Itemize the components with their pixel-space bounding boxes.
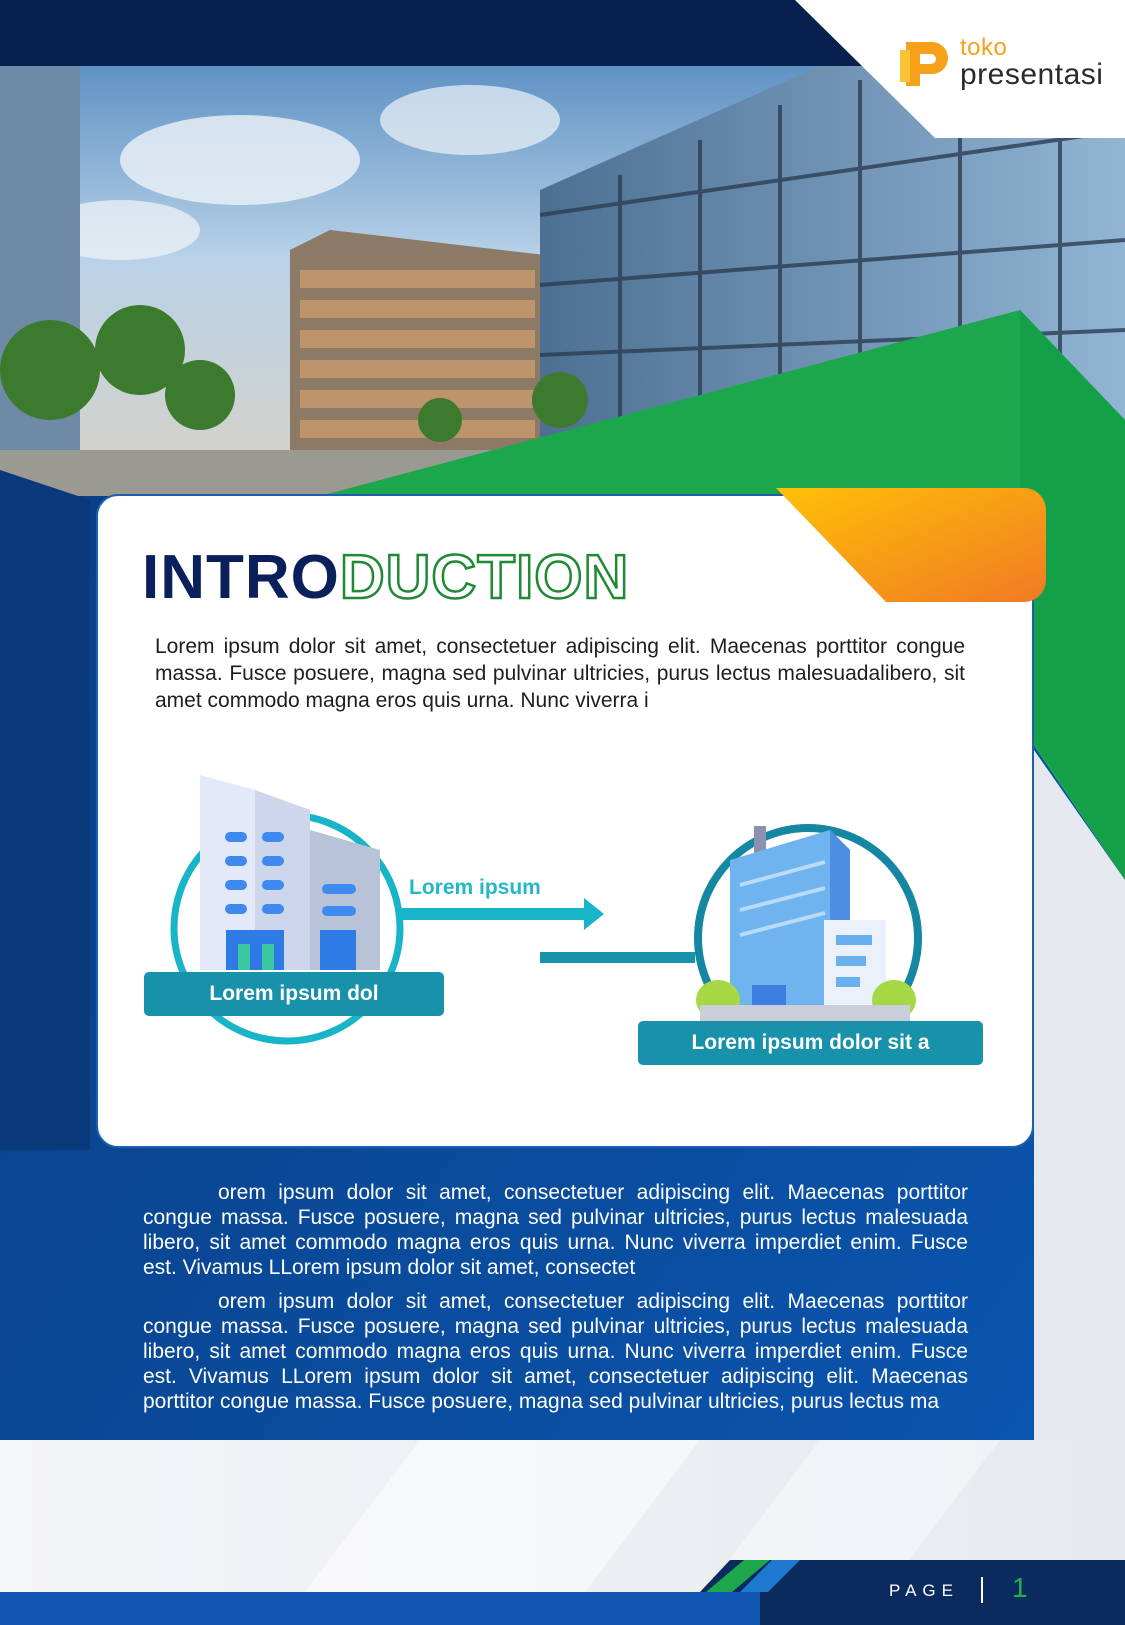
title-part-2: DUCTION [339,543,630,612]
page-label: PAGE [889,1581,959,1600]
page-divider [981,1577,983,1603]
page-number: 1 [1012,1572,1028,1603]
left-step-label: Lorem ipsum dol [144,972,444,1016]
brand-name-line2: presentasi [960,58,1104,91]
intro-paragraph: Lorem ipsum dolor sit amet, consectetuer adipiscing elit. Maecenas porttitor congue massa. Fusce posuere, magna sed pulvinar ultricies, purus lectus malesuadalibero, sit amet commodo magna eros quis urna. Nunc viverra i [155,635,965,712]
title-part-1: INTRO [142,543,340,612]
connector-line [540,952,695,963]
arrow-label: Lorem ipsum [409,876,541,899]
office-building-icon [200,775,380,970]
arrow-right-icon [402,898,604,930]
body-paragraph-2: orem ipsum dolor sit amet, consectetuer adipiscing elit. Maecenas porttitor congue massa. Fusce posuere, magna sed pulvinar ultricies, purus lectus malesuada libero, sit amet commodo magna eros quis urna. Nunc viverra imperdiet enim. Fusce est. Vivamus LLorem ipsum dolor sit amet, consectetuer adipiscing elit. Maecenas porttitor congue massa. Fusce posuere, magna sed pulvinar ultricies, purus lectus ma [143,1290,968,1413]
brand-name-line1: toko [960,34,1008,61]
body-paragraph-1: orem ipsum dolor sit amet, consectetuer adipiscing elit. Maecenas porttitor congue massa. Fusce posuere, magna sed pulvinar ultricies, purus lectus malesuada libero, sit amet commodo magna eros quis urna. Nunc viverra imperdiet enim. Fusce est. Vivamus LLorem ipsum dolor sit amet, consectet [143,1181,968,1279]
right-step-label: Lorem ipsum dolor sit a [638,1021,983,1065]
